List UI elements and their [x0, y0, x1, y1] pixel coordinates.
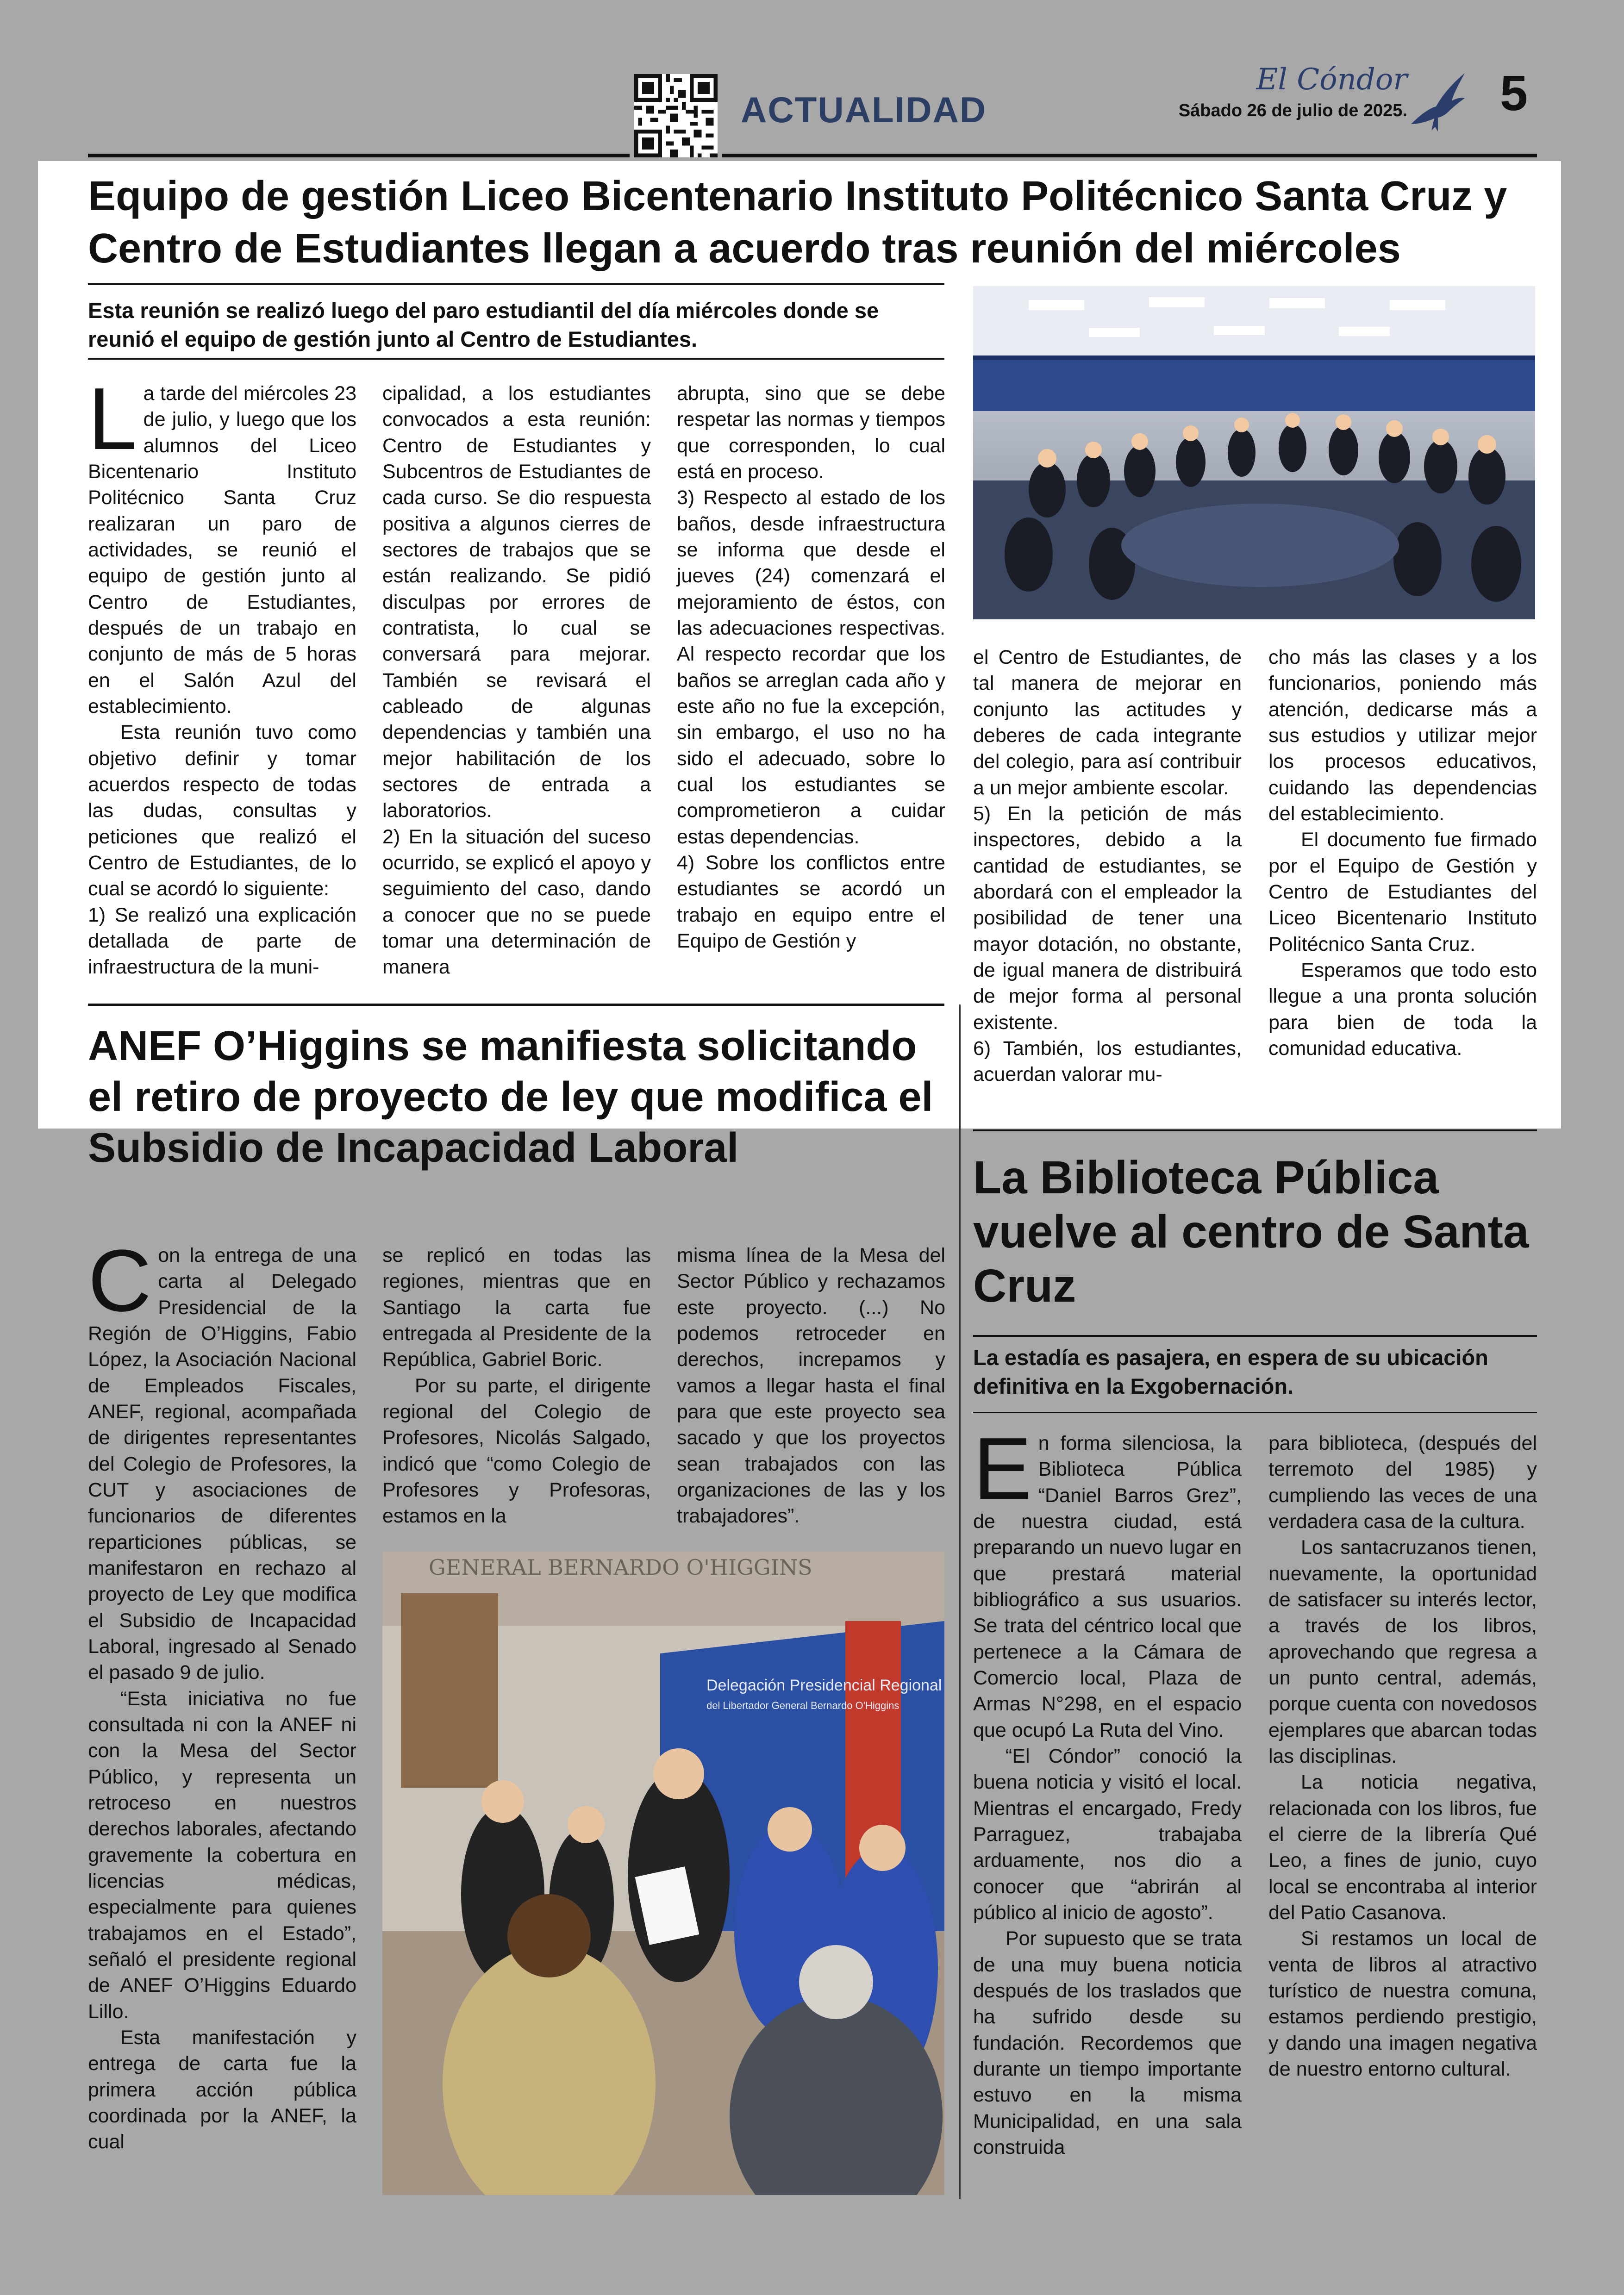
paragraph: Esta manifestación y entrega de carta fue la primera acción pública coordinada por la ANEF, la cual	[88, 2026, 356, 2153]
drop-cap: E	[973, 1420, 1032, 1518]
drop-cap: C	[88, 1232, 152, 1330]
divider	[88, 283, 944, 285]
header-rule	[88, 154, 630, 157]
paragraph: Por su parte, el dirigente regional del Colegio de Profesores, Nicolás Salgado, indicó que “como Colegio de Profesores y Profesoras, estamos en la	[382, 1374, 651, 1528]
photo-wall-text: GENERAL BERNARDO O'HIGGINS	[429, 1555, 812, 1580]
paragraph: “Esta iniciativa no fue consultada ni con la ANEF ni con la Mesa del Sector Público, y representa un retroceso en nuestros derechos laborales, afectando gravemente la cobertura en licencias médicas, especialmente para quienes trabajamos en el Estado”, señaló el presidente regional de ANEF O’Higgins Eduardo Lillo.	[88, 1687, 356, 2023]
paragraph: abrupta, sino que se debe respetar las normas y tiempos que corresponden, lo cual está en proceso.	[677, 382, 945, 483]
article3-column-1	[973, 1420, 1242, 2160]
paragraph: a tarde del miércoles 23 de julio, y luego que los alumnos del Liceo Bicentenario Instituto Politécnico Santa Cruz realizaran un paro de actividades, se reunió el equipo de gestión junto al Centro de Estudiantes, después de un trabajo en conjunto de más de 5 horas en el Salón Azul del establecimiento.	[88, 382, 356, 717]
protest-photo	[382, 1552, 944, 2195]
paragraph: Por supuesto que se trata de una muy buena noticia después de los traslados que ha sufrido desde su fundación. Recordemos que durante un tiempo importante estuvo en la misma Municipalidad, en una sala construida	[973, 1927, 1242, 2158]
paragraph: cipalidad, a los estudiantes convocados a esta reunión: Centro de Estudiantes y Subcentros de Estudiantes de cada curso. Se dio respuesta positiva a algunos cierres de sectores de trabajos que se están realizando. Se pidió disculpas por errores de contratista, lo cual se conversará para mejorar. También se revisará el cableado de algunas dependencias y también una mejor habilitación de los sectores de entrada a laboratorios.	[382, 382, 651, 822]
section-label: ACTUALIDAD	[741, 89, 987, 130]
article2-column-3	[677, 1242, 945, 1529]
lead: Esta reunión se realizó luego del paro estudiantil del día miércoles donde se reunió el equipo de gestión junto al Centro de Estudiantes.	[88, 298, 879, 352]
paragraph: 6) También, los estudiantes, acuerdan valorar mu-	[973, 1037, 1242, 1086]
article2-column-1	[88, 1232, 356, 2155]
paragraph: Esperamos que todo esto llegue a una pronta solución para bien de toda la comunidad educativa.	[1268, 959, 1537, 1060]
paragraph: 3) Respecto al estado de los baños, desde infraestructura se informa que desde el jueves (24) comenzará el mejoramiento de éstos, con las adecuaciones respectivas. Al respecto recordar que los baños se arreglan cada año y este año no fue la excepción, sin embargo, el uso no ha sido el adecuado, sobre lo cual los estudiantes se comprometieron a cuidar estas dependencias.	[677, 486, 945, 848]
article1-column-3	[677, 380, 945, 954]
paragraph: 4) Sobre los conflictos entre estudiantes se acordó un trabajo en equipo entre el Equipo de Gestión y	[677, 851, 945, 952]
column-separator	[959, 1004, 961, 2199]
article1-column-2	[382, 380, 651, 980]
issue-date: Sábado 26 de julio de 2025.	[1178, 101, 1407, 120]
divider	[973, 1335, 1537, 1337]
headline: ANEF O’Higgins se manifiesta solicitando el retiro de proyecto de ley que modifica el Subsidio de Incapacidad Laboral	[88, 1023, 933, 1171]
paragraph: El documento fue firmado por el Equipo de Gestión y Centro de Estudiantes del Liceo Bicentenario Instituto Politécnico Santa Cruz.	[1268, 829, 1537, 955]
paragraph: Los santacruzanos tienen, nuevamente, la oportunidad de satisfacer su interés lector, a través de los libros, aprovechando que regresa a un punto central, además, porque cuenta con novedosos ejemplares que abarcan todas las disciplinas.	[1268, 1536, 1537, 1767]
paragraph: n forma silenciosa, la Biblioteca Pública “Daniel Barros Grez”, de nuestra ciudad, está preparando un nuevo lugar en que prestará material bibliográfico a sus usuarios. Se trata del céntrico local que pertenece a la Cámara de Comercio local, Plaza de Armas N°298, en el espacio que ocupó La Ruta del Vino.	[973, 1432, 1242, 1741]
drop-cap: L	[88, 370, 137, 468]
paragraph: 2) En la situación del suceso ocurrido, se explicó el apoyo y seguimiento del caso, dando a conocer que no se puede tomar una determinación de manera	[382, 825, 651, 979]
header-rule	[722, 154, 1537, 157]
page-number: 5	[1500, 65, 1528, 121]
article2-column-2	[382, 1242, 651, 1529]
article1-column-5	[1268, 644, 1537, 1061]
condor-logo-icon	[1407, 69, 1468, 134]
meeting-photo	[973, 286, 1535, 619]
headline: Equipo de gestión Liceo Bicentenario Instituto Politécnico Santa Cruz y Centro de Estudiantes llegan a acuerdo tras reunión del miércoles	[88, 173, 1507, 272]
paragraph: Esta reunión tuvo como objetivo definir y tomar acuerdos respecto de todas las dudas, consultas y peticiones que realizó el Centro de Estudiantes, de lo cual se acordó lo siguiente:	[88, 721, 356, 900]
paragraph: “El Cóndor” conoció la buena noticia y visitó el local. Mientras el encargado, Fredy Parraguez, trabajaba arduamente, nos dio a conocer que “abrirán al público al inicio de agosto”.	[973, 1745, 1242, 1924]
paragraph: Si restamos un local de venta de libros al atractivo turístico de nuestra comuna, estamos perdiendo prestigio, y dando una imagen negativa de nuestro entorno cultural.	[1268, 1927, 1537, 2080]
paragraph: cho más las clases y a los funcionarios, poniendo más atención, dedicarse más a sus estudios y utilizar mejor los procesos educativos, cuidando las dependencias del establecimiento.	[1268, 646, 1537, 825]
paper-name: El Cóndor	[1256, 62, 1407, 97]
qr-code-icon[interactable]	[634, 74, 718, 157]
photo-sign-line-2: del Libertador General Bernardo O'Higgins	[706, 1700, 899, 1711]
paragraph: el Centro de Estudiantes, de tal manera de mejorar en conjunto las actitudes y deberes de cada integrante del colegio, para así contribuir a un mejor ambiente escolar.	[973, 646, 1242, 799]
headline: La Biblioteca Pública vuelve al centro de Santa Cruz	[973, 1152, 1529, 1312]
article1-column-1	[88, 370, 356, 980]
photo-sign-line-1: Delegación Presidencial Regional	[706, 1677, 942, 1694]
article1-column-4	[973, 644, 1242, 1088]
article3-column-2	[1268, 1430, 1537, 2082]
divider	[88, 358, 944, 360]
lead: La estadía es pasajera, en espera de su ubicación definitiva en la Exgobernación.	[973, 1345, 1488, 1399]
paragraph: 1) Se realizó una explicación detallada de parte de infraestructura de la muni-	[88, 904, 356, 979]
divider	[973, 1129, 1537, 1131]
paragraph: La noticia negativa, relacionada con los libros, fue el cierre de la librería Qué Leo, a fines de junio, cuyo local se encontraba al interior del Patio Casanova.	[1268, 1771, 1537, 1924]
divider	[88, 1004, 944, 1006]
paragraph: misma línea de la Mesa del Sector Público y rechazamos este proyecto. (...) No podemos retroceder en derechos, increpamos y vamos a llegar hasta el final para que este proyecto sea sacado y que los proyectos sean trabajados con las organizaciones de las y los trabajadores”.	[677, 1244, 945, 1528]
paragraph: se replicó en todas las regiones, mientras que en Santiago la carta fue entregada al Presidente de la República, Gabriel Boric.	[382, 1244, 651, 1371]
paragraph: on la entrega de una carta al Delegado Presidencial de la Región de O’Higgins, Fabio López, la Asociación Nacional de Empleados Fiscales, ANEF, regional, acompañada de dirigentes representantes del Colegio de Profesores, la CUT y asociaciones de funcionarios de diferentes reparticiones públicas, se manifestaron en rechazo al proyecto de Ley que modifica el Subsidio de Incapacidad Laboral, ingresado al Senado el pasado 9 de julio.	[88, 1244, 356, 1684]
masthead	[1148, 62, 1407, 121]
paragraph: 5) En la petición de más inspectores, debido a la cantidad de estudiantes, se abordará con el empleador la posibilidad de tener una mayor dotación, no obstante, de igual manera de distribuirá de mejor forma al personal existente.	[973, 802, 1242, 1034]
divider	[973, 1412, 1537, 1413]
paragraph: para biblioteca, (después del terremoto del 1985) y cumpliendo las veces de una verdadera casa de la cultura.	[1268, 1432, 1537, 1533]
